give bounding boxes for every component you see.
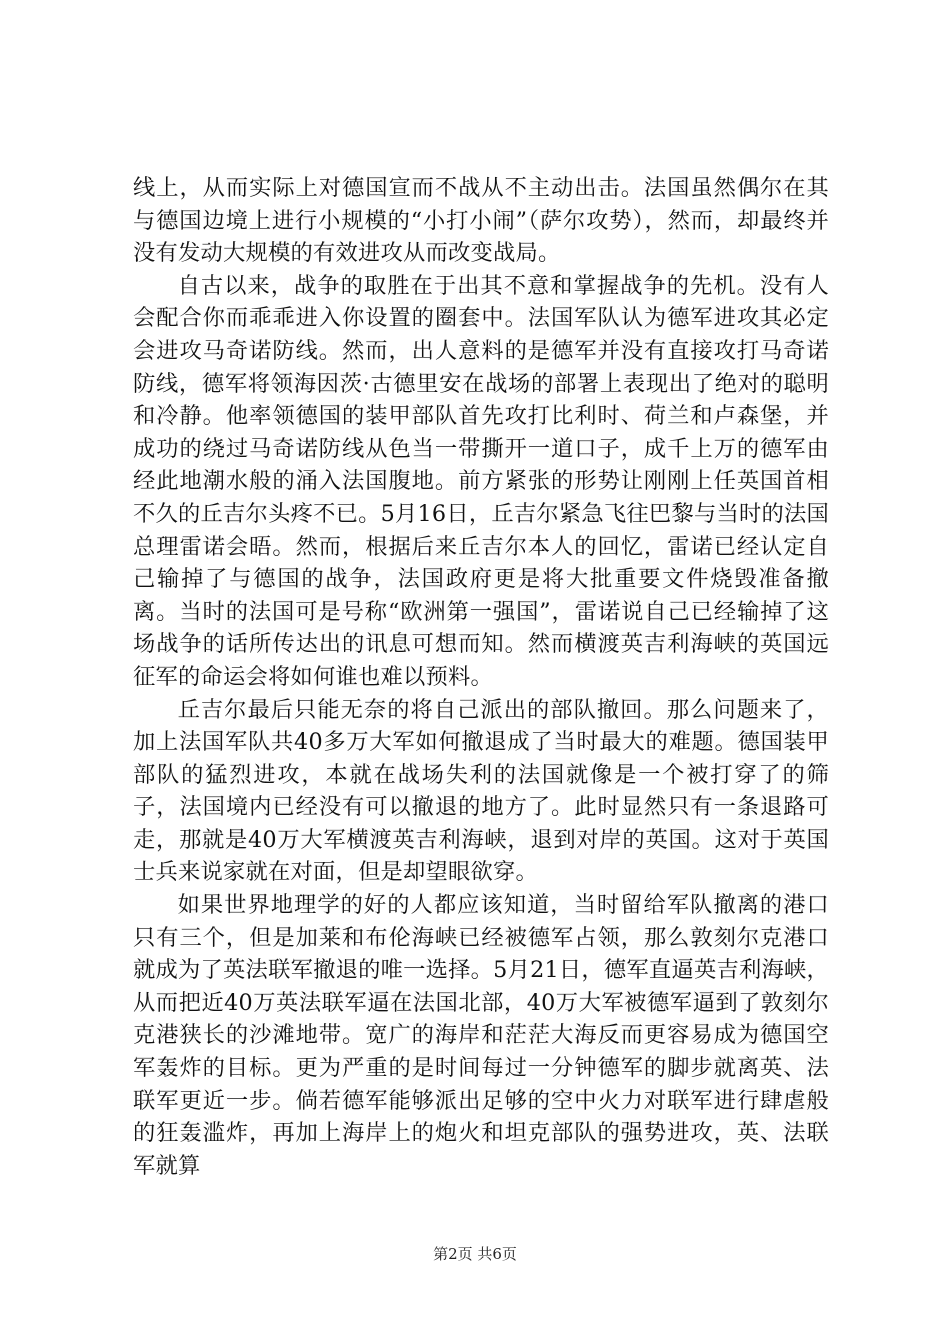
- page-number: 第2页 共6页: [433, 1245, 517, 1263]
- paragraph: 丘吉尔最后只能无奈的将自己派出的部队撤回。那么问题来了，加上法国军队共40多万大军如何撤退成了当时最大的难题。德国装甲部队的猛烈进攻，本就在战场失利的法国就像是一个被打穿了的筛子，法国境内已经没有可以撤退的地方了。此时显然只有一条退路可走，那就是40万大军横渡英吉利海峡，退到对岸的英国。这对于英国士兵来说家就在对面，但是却望眼欲穿。: [133, 696, 829, 886]
- body-text: [133, 172, 829, 1182]
- paragraph: 线上，从而实际上对德国宣而不战从不主动出击。法国虽然偶尔在其与德国边境上进行小规模的“小打小闹”（萨尔攻势），然而，却最终并没有发动大规模的有效进攻从而改变战局。: [133, 175, 829, 267]
- paragraph: 如果世界地理学的好的人都应该知道，当时留给军队撤离的港口只有三个，但是加莱和布伦海峡已经被德军占领，那么敦刻尔克港口就成为了英法联军撤退的唯一选择。5月21日，德军直逼英吉利海峡，从而把近40万英法联军逼在法国北部，40万大军被德军逼到了敦刻尔克港狭长的沙滩地带。宽广的海岸和茫茫大海反而更容易成为德国空军轰炸的目标。更为严重的是时间每过一分钟德军的脚步就离英、法联军更近一步。倘若德军能够派出足够的空中火力对联军进行肆虐般的狂轰滥炸，再加上海岸上的炮火和坦克部队的强势进攻，英、法联军就算: [133, 892, 829, 1179]
- paragraph: 自古以来，战争的取胜在于出其不意和掌握战争的先机。没有人会配合你而乖乖进入你设置的圈套中。法国军队认为德军进攻其必定会进攻马奇诺防线。然而，出人意料的是德军并没有直接攻打马奇诺防线，德军将领海因茨·古德里安在战场的部署上表现出了绝对的聪明和冷静。他率领德国的装甲部队首先攻打比利时、荷兰和卢森堡，并成功的绕过马奇诺防线从色当一带撕开一道口子，成千上万的德军由经此地潮水般的涌入法国腹地。前方紧张的形势让刚刚上任英国首相不久的丘吉尔头疼不已。5月16日，丘吉尔紧急飞往巴黎与当时的法国总理雷诺会晤。然而，根据后来丘吉尔本人的回忆，雷诺已经认定自己输掉了与德国的战争，法国政府更是将大批重要文件烧毁准备撤离。当时的法国可是号称“欧洲第一强国”，雷诺说自己已经输掉了这场战争的话所传达出的讯息可想而知。然而横渡英吉利海峡的英国远征军的命运会将如何谁也难以预料。: [133, 272, 829, 690]
